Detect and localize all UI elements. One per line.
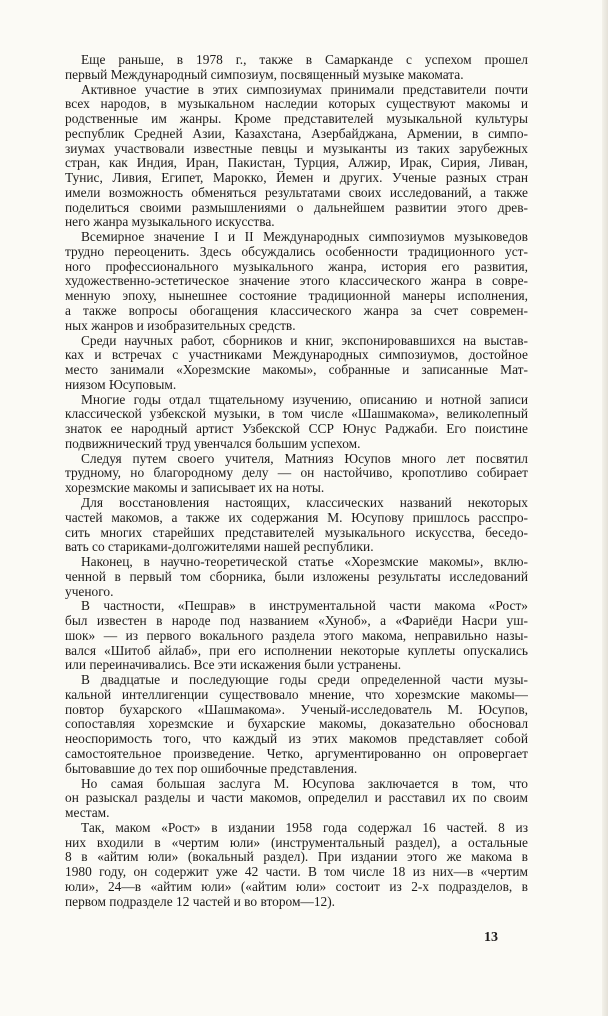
text-line: был известен в народе под названием «Хуноб», а «Фариёди Насри уш- xyxy=(65,614,528,629)
text-line: классической узбекской музыки, в том числе «Шашмакома», великолепный xyxy=(65,407,528,422)
text-line: ного профессионального музыкального жанра, история его развития, xyxy=(65,259,528,274)
paragraph xyxy=(65,452,528,496)
text-line: самостоятельное произведение. Четко, аргументированно он опровергает xyxy=(65,746,528,761)
text-line: хорезмские макомы и записывает их на ноты. xyxy=(65,481,325,496)
paragraph xyxy=(65,821,528,910)
text-line: Так, маком «Рост» в издании 1958 года содержал 16 частей. 8 из xyxy=(81,820,528,835)
paragraph xyxy=(65,83,528,231)
text-line: поделиться своими размышлениями о дальнейшем развитии этого древ- xyxy=(65,200,528,215)
text-line: а также вопросы обогащения классического жанра за счет современ- xyxy=(65,304,528,319)
paragraph xyxy=(65,230,528,333)
text-line: подвижнический труд увенчался большим успехом. xyxy=(65,436,361,451)
text-line: ных жанров и изобразительных средств. xyxy=(65,318,296,333)
page-number: 13 xyxy=(484,930,498,945)
text-line: Активное участие в этих симпозиумах принимали представители почти xyxy=(81,82,528,97)
text-line: него жанра музыкального искусства. xyxy=(65,215,275,230)
text-line: трудно переоценить. Здесь обсуждались особенности традиционного уст- xyxy=(65,244,528,259)
text-line: ниязом Юсуповым. xyxy=(65,377,177,392)
text-line: Тунис, Ливия, Египет, Марокко, Йемен и других. Ученые разных стран xyxy=(65,171,528,186)
text-line: частей макомов, а также их содержания М. Юсупову пришлось расспро- xyxy=(65,510,528,525)
body-text xyxy=(65,53,528,909)
text-line: повтор бухарского «Шашмакома». Ученый-исследователь М. Юсупов, xyxy=(65,702,528,717)
text-line: трудному, но благородному делу — он настойчиво, кропотливо собирает xyxy=(65,466,528,481)
paragraph xyxy=(65,393,528,452)
text-line: сить многих старейших представителей музыкального искусства, беседо- xyxy=(65,525,528,540)
paragraph xyxy=(65,777,528,821)
text-line: местам. xyxy=(65,806,110,821)
text-line: имели возможность обменяться результатами своих исследований, а также xyxy=(65,185,528,200)
text-line: юли», 24—в «айтим юли» («айтим юли» состоит из 2-х подразделов, в xyxy=(65,879,528,894)
text-line: или переиначивались. Все эти искажения были устранены. xyxy=(65,658,402,673)
text-line: кальной интеллигенции существовало мнение, что хорезмские макомы— xyxy=(65,687,528,702)
text-line: художественно-эстетическое значение этого классического жанра в совре- xyxy=(65,274,528,289)
text-line: шок» — из первого вокального раздела этого макома, неправильно назы- xyxy=(65,628,528,643)
paragraph xyxy=(65,673,528,776)
text-line: Наконец, в научно-теоретической статье «Хорезмские макомы», вклю- xyxy=(81,555,528,570)
text-line: 8 в «айтим юли» (вокальный раздел). При издании этого же макома в xyxy=(65,850,528,865)
paragraph xyxy=(65,53,528,83)
text-line: стран, как Индия, Иран, Пакистан, Турция, Алжир, Ирак, Сирия, Ливан, xyxy=(65,156,528,171)
text-line: менную эпоху, нынешнее состояние традиционной манеры исполнения, xyxy=(65,289,528,304)
text-line: первом подразделе 12 частей и во втором—12). xyxy=(65,894,336,909)
text-line: ченной в первый том сборника, были изложены результаты исследований xyxy=(65,569,528,584)
paragraph xyxy=(65,555,528,599)
page-edge xyxy=(602,0,608,1016)
text-line: неоспоримость того, что каждый из этих макомов представляет собой xyxy=(65,732,528,747)
text-line: Еще раньше, в 1978 г., также в Самарканде с успехом прошел xyxy=(81,53,528,67)
text-line: Среди научных работ, сборников и книг, экспонировавшихся на выстав- xyxy=(81,333,528,348)
text-line: всех народов, в музыкальном наследии которых существуют макомы и xyxy=(65,97,528,112)
text-line: бытовавшие до тех пор ошибочные представления. xyxy=(65,761,358,776)
text-line: 1980 году, он содержит уже 42 части. В том числе 18 из них—в «чертим xyxy=(65,865,528,880)
text-line: них входили в «чертим юли» (инструментальный раздел), а остальные xyxy=(65,835,528,850)
text-line: республик Средней Азии, Казахстана, Азербайджана, Армении, в симпо- xyxy=(65,126,528,141)
text-line: вался «Шитоб айлаб», при его исполнении некоторые куплеты опускались xyxy=(65,643,528,658)
text-line: первый Международный симпозиум, посвященный музыке макомата. xyxy=(65,67,464,82)
text-line: В частности, «Пешрав» в инструментальной части макома «Рост» xyxy=(81,599,528,614)
text-line: В двадцатые и последующие годы среди определенной части музы- xyxy=(81,673,528,688)
text-line: Следуя путем своего учителя, Матнияз Юсупов много лет посвятил xyxy=(81,451,528,466)
text-line: он разыскал разделы и части макомов, определил и расставил их по своим xyxy=(65,791,528,806)
text-line: Всемирное значение I и II Международных симпозиумов музыковедов xyxy=(81,230,528,245)
text-line: родственные им жанры. Кроме представителей музыкальной культуры xyxy=(65,112,528,127)
text-line: вать со стариками-долгожителями нашей республики. xyxy=(65,540,374,555)
text-line: сопоставляя хорезмские и бухарские макомы, доказательно обосновал xyxy=(65,717,528,732)
text-line: Многие годы отдал тщательному изучению, описанию и нотной записи xyxy=(81,392,528,407)
text-line: место занимали «Хорезмские макомы», собранные и записанные Мат- xyxy=(65,363,528,378)
paragraph xyxy=(65,496,528,555)
text-line: ках и встречах с участниками Международных симпозиумов, достойное xyxy=(65,348,528,363)
text-line: Но самая большая заслуга М. Юсупова заключается в том, что xyxy=(81,776,528,791)
text-line: зиумах участвовали известные певцы и музыканты из таких зарубежных xyxy=(65,141,528,156)
paragraph xyxy=(65,334,528,393)
paragraph xyxy=(65,599,528,673)
text-line: Для восстановления настоящих, классических названий некоторых xyxy=(81,495,528,510)
text-line: знаток ее народный артист Узбекской ССР Юнус Раджаби. Его поистине xyxy=(65,422,528,437)
text-line: ученого. xyxy=(65,584,114,599)
